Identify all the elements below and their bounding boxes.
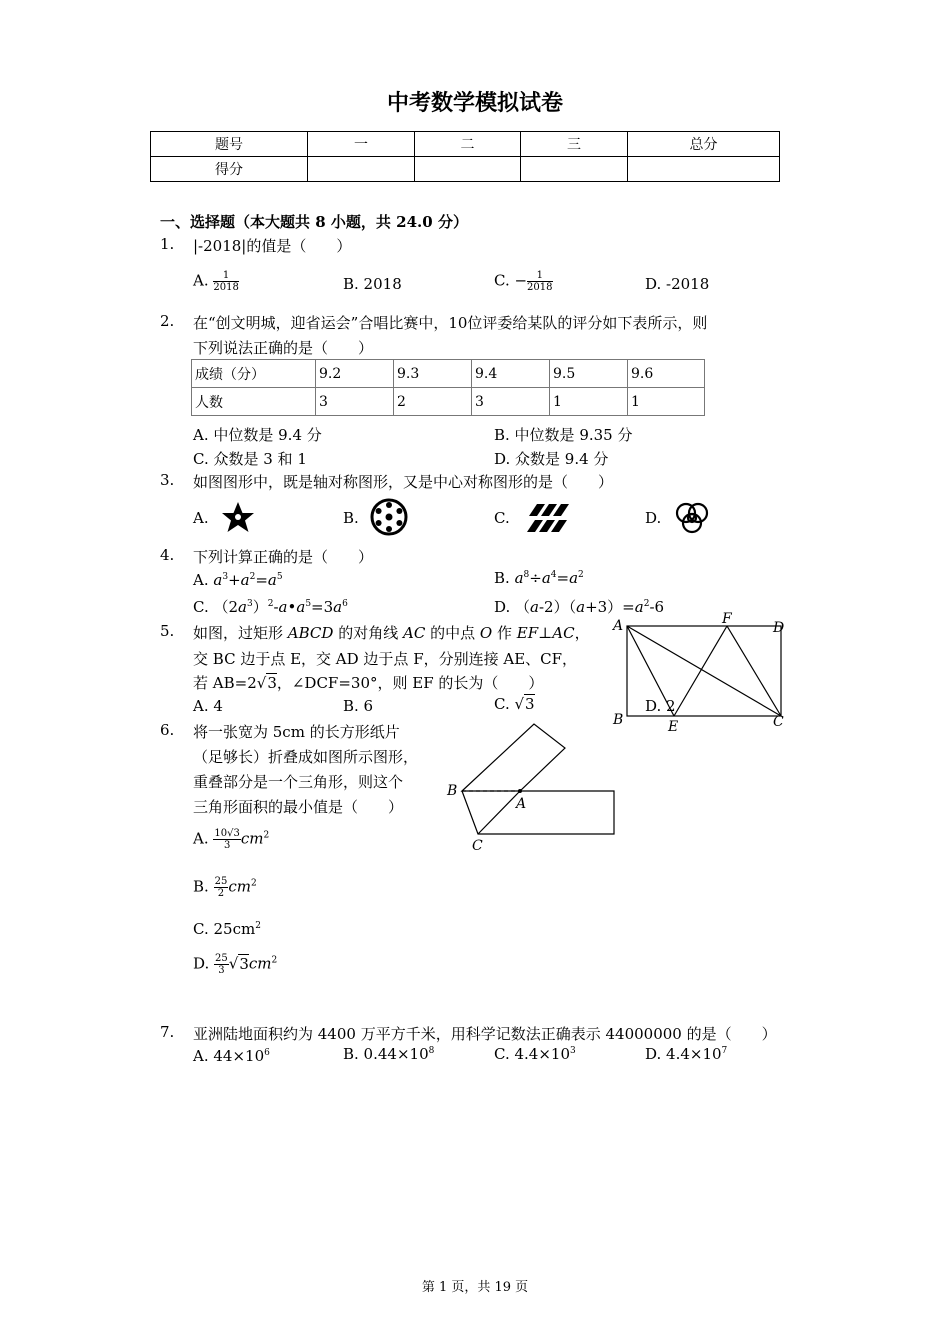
snowflake-figure-icon [370,498,408,536]
label-B: B [447,783,458,799]
label-C: C [472,838,483,854]
q2-cell: 9.3 [394,360,472,388]
q2-cell: 2 [394,388,472,416]
q1-number: 1. [160,235,175,253]
q2-score-table [191,359,705,416]
q7-option-d[interactable]: D. $4.4\times 10^7$ [645,1045,728,1063]
q2-cell: 9.2 [316,360,394,388]
rectangle-diagram [610,612,795,734]
label-A: A [516,796,527,812]
score-header-cell: 题号 [151,132,308,157]
q2-stem-line1: 在“创文明城，迎省运会”合唱比赛中，10位评委给某队的评分如下表所示，则 [193,314,708,332]
q4-stem: 下列计算正确的是（ ） [193,548,374,566]
q2-option-a[interactable]: A. 中位数是 9.4 分 [193,426,322,444]
q3-stem: 如图图形中，既是轴对称图形，又是中心对称图形的是（ ） [193,473,614,491]
q6-line1: 将一张宽为 5cm 的长方形纸片 [193,723,400,741]
page-title: 中考数学模拟试卷 [386,91,563,116]
q3-option-d[interactable]: D. [645,509,662,527]
q7-number: 7. [160,1023,175,1041]
q6-line4: 三角形面积的最小值是（ ） [193,798,404,816]
score-header-cell: 二 [415,132,521,157]
q5-option-b[interactable]: B. 6 [343,697,374,715]
q4-option-d[interactable]: D. $(a-2)(a+3)=a^2-6$ [494,598,665,616]
q2-cell: 3 [472,388,550,416]
section-heading: 一、选择题（本大题共 8 小题，共 24.0 分） [160,213,468,231]
q1-option-b[interactable]: B. 2018 [343,275,402,293]
q2-cell: 9.4 [472,360,550,388]
q1-option-d[interactable]: D. -2018 [645,275,710,293]
q2-cell: 成绩（分） [192,360,316,388]
page-footer: 第 1 页，共 19 页 [421,1280,529,1295]
q7-option-a[interactable]: A. $44\times 10^6$ [193,1047,270,1065]
q6-option-c[interactable]: C. $25cm^2$ [193,920,261,938]
q5-option-c[interactable]: C. √3 [494,695,535,713]
q1-stem: |-2018|的值是（ ） [193,237,352,255]
q7-option-b[interactable]: B. $0.44\times 10^8$ [343,1045,435,1063]
q3-option-a[interactable]: A. [193,509,209,527]
q4-number: 4. [160,546,175,564]
q5-number: 5. [160,622,175,640]
q6-line3: 重叠部分是一个三角形，则这个 [193,773,404,791]
q2-stem-line2: 下列说法正确的是（ ） [193,339,374,357]
q4-option-c[interactable]: C. $(2a^3)^2-a•a^5=3a^6$ [193,598,348,616]
label-A: A [613,618,624,634]
q6-option-a[interactable]: A. $\frac{10√3}{3}$ $cm^2$ [193,828,270,851]
q5-line3: 若 AB=2√3，∠DCF=30°，则 EF 的长为（ ） [193,674,544,692]
q3-number: 3. [160,471,175,489]
label-D: D [773,620,785,636]
score-cell [628,157,780,182]
score-header-cell: 三 [521,132,628,157]
q6-option-d[interactable]: D. $\frac{25}{3}$ $√3cm^2$ [193,953,278,976]
q2-option-d[interactable]: D. 众数是 9.4 分 [494,450,609,468]
label-B: B [613,712,624,728]
score-cell [521,157,628,182]
q5-option-d[interactable]: D. 2 [645,697,676,715]
slanted-bars-figure-icon [525,502,571,534]
score-header-cell: 总分 [628,132,780,157]
q2-cell: 1 [550,388,628,416]
q2-option-b[interactable]: B. 中位数是 9.35 分 [494,426,633,444]
score-row-label: 得分 [151,157,308,182]
folded-paper-diagram [440,712,622,857]
q7-stem: 亚洲陆地面积约为 4400 万平方千米，用科学记数法正确表示 44000000 的是（ ） [193,1025,777,1043]
q2-cell: 人数 [192,388,316,416]
q7-option-c[interactable]: C. $4.4\times 10^3$ [494,1045,576,1063]
q3-option-b[interactable]: B. [343,509,359,527]
q3-option-c[interactable]: C. [494,509,510,527]
interlocking-circles-figure-icon [672,499,712,537]
score-cell [308,157,415,182]
score-header-cell: 一 [308,132,415,157]
q5-option-a[interactable]: A. 4 [193,697,223,715]
q2-option-c[interactable]: C. 众数是 3 和 1 [193,450,307,468]
q6-number: 6. [160,721,175,739]
q2-cell: 9.5 [550,360,628,388]
q4-option-a[interactable]: A. $a^3+a^2=a^5$ [193,571,283,589]
score-cell [415,157,521,182]
label-F: F [722,612,732,627]
score-table [150,131,780,182]
label-C: C [773,714,784,730]
star-figure-icon [220,500,256,534]
q1-option-a[interactable]: A. $\frac{1}{2018}$ [193,270,239,293]
q6-option-b[interactable]: B. $\frac{25}{2}$ $cm^2$ [193,876,257,899]
q4-option-b[interactable]: B. $a^8\div a^4=a^2$ [494,569,584,587]
q5-line2: 交 BC 边于点 E，交 AD 边于点 F，分别连接 AE、CF， [193,650,578,668]
q6-line2: （足够长）折叠成如图所示图形， [193,748,419,766]
q2-cell: 1 [628,388,705,416]
q2-number: 2. [160,312,175,330]
q2-cell: 3 [316,388,394,416]
q5-line1: 如图，过矩形 ABCD 的对角线 AC 的中点 O 作 EF⊥AC， [193,624,590,642]
label-E: E [668,719,679,734]
q1-option-c[interactable]: C. − $\frac{1}{2018}$ [494,270,553,293]
q2-cell: 9.6 [628,360,705,388]
